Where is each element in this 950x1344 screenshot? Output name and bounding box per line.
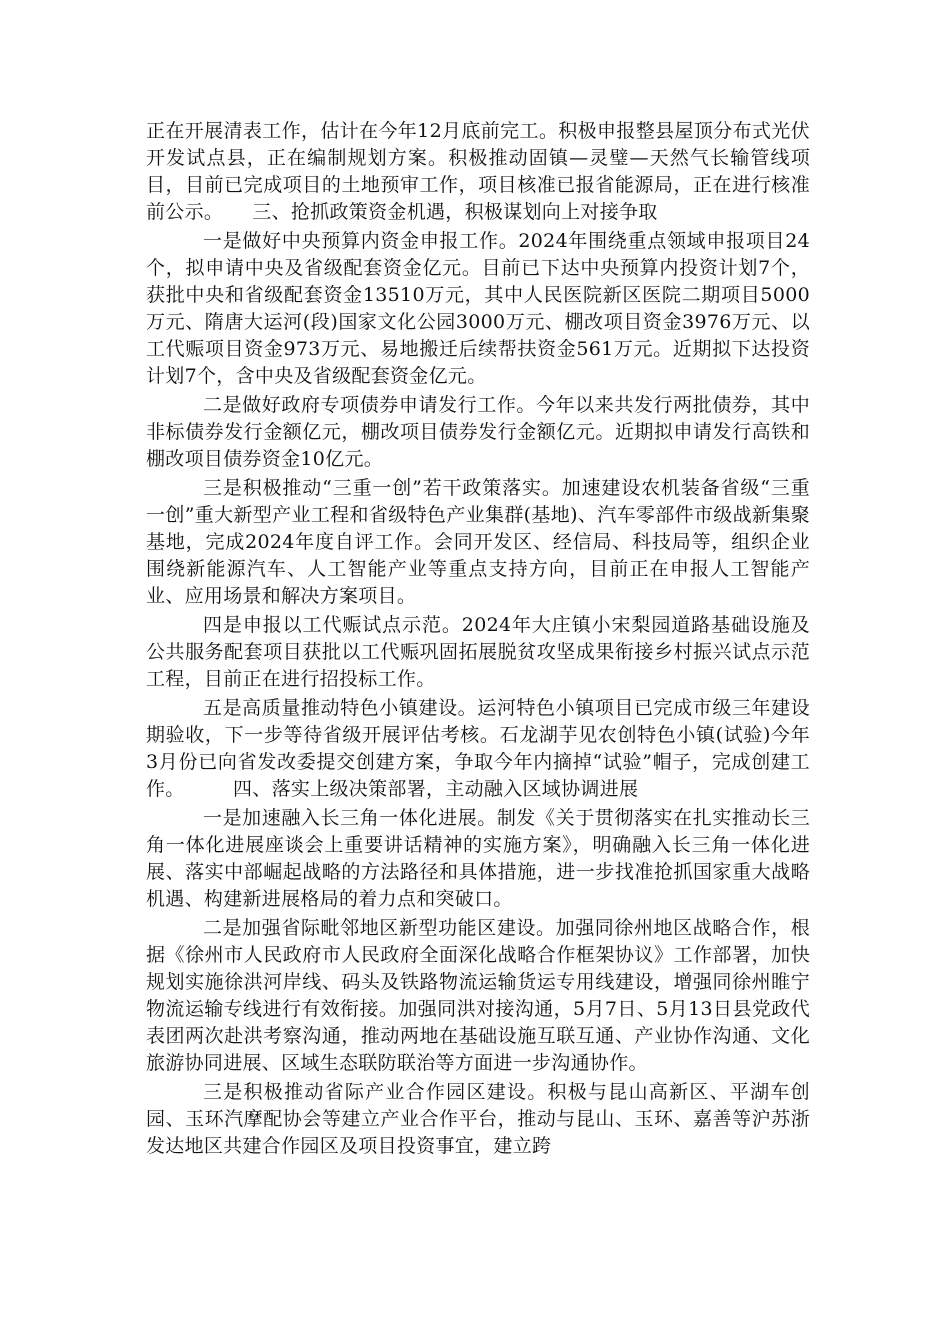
- paragraph-characteristic-towns: 五是高质量推动特色小镇建设。运河特色小镇项目已完成市级三年建设期验收，下一步等待省级开展评估考核。石龙湖芋见农创特色小镇(试验)今年3月份已向省发改委提交创建方案，争取今年内摘掉“试验”帽子，完成创建工作。 四、落实上级决策部署，主动融入区域协调进展: [146, 697, 810, 800]
- paragraph-three-heavy-one-innovation: 三是积极推动“三重一创”若干政策落实。加速建设农机装备省级“三重一创”重大新型产业工程和省级特色产业集群(基地)、汽车零部件市级战新集聚基地，完成2024年度自评工作。会同开发区、经信局、科技局等，组织企业围绕新能源汽车、人工智能产业等重点支持方向，目前正在申报人工智能产业、应用场景和解决方案项目。: [146, 477, 810, 607]
- paragraph-continuation: 正在开展清表工作，估计在今年12月底前完工。积极申报整县屋顶分布式光伏开发试点县，正在编制规划方案。积极推动固镇—灵璧—天然气长输管线项目，目前已完成项目的土地预审工作，项目核准已报省能源局，正在进行核准前公示。 三、抢抓政策资金机遇，积极谋划向上对接争取: [146, 120, 810, 223]
- paragraph-interprovincial-function-zone: 二是加强省际毗邻地区新型功能区建设。加强同徐州地区战略合作，根据《徐州市人民政府市人民政府全面深化战略合作框架协议》工作部署，加快规划实施徐洪河岸线、码头及铁路物流运输货运专用线建设，增强同徐州睢宁物流运输专线进行有效衔接。加强同洪对接沟通，5月7日、5月13日县党政代表团两次赴洪考察沟通，推动两地在基础设施互联互通、产业协作沟通、文化旅游协同进展、区域生态联防联治等方面进一步沟通协作。: [146, 917, 810, 1074]
- paragraph-work-relief-pilot: 四是申报以工代赈试点示范。2024年大庄镇小宋梨园道路基础设施及公共服务配套项目获批以工代赈巩固拓展脱贫攻坚成果衔接乡村振兴试点示范工程，目前正在进行招投标工作。: [146, 614, 810, 690]
- paragraph-special-bonds: 二是做好政府专项债券申请发行工作。今年以来共发行两批债券，其中非标债券发行金额亿元，棚改项目债券发行金额亿元。近期拟申请发行高铁和棚改项目债券资金10亿元。: [146, 394, 810, 470]
- paragraph-yangtze-delta-integration: 一是加速融入长三角一体化进展。制发《关于贯彻落实在扎实推动长三角一体化进展座谈会上重要讲话精神的实施方案》，明确融入长三角一体化进展、落实中部崛起战略的方法路径和具体措施，进一步找准抢抓国家重大战略机遇、构建新进展格局的着力点和突破口。: [146, 807, 810, 910]
- document-body: [146, 118, 810, 1162]
- paragraph-industrial-cooperation-park: 三是积极推动省际产业合作园区建设。积极与昆山高新区、平湖车创园、玉环汽摩配协会等建立产业合作平台，推动与昆山、玉环、嘉善等沪苏浙发达地区共建合作园区及项目投资事宜，建立跨: [146, 1081, 810, 1157]
- paragraph-central-budget-funds: 一是做好中央预算内资金申报工作。2024年围绕重点领域申报项目24个，拟申请中央及省级配套资金亿元。目前已下达中央预算内投资计划7个，获批中央和省级配套资金13510万元，其中人民医院新区医院二期项目5000万元、隋唐大运河(段)国家文化公园3000万元、棚改项目资金3976万元、以工代赈项目资金973万元、易地搬迁后续帮扶资金561万元。近期拟下达投资计划7个，含中央及省级配套资金亿元。: [146, 230, 810, 387]
